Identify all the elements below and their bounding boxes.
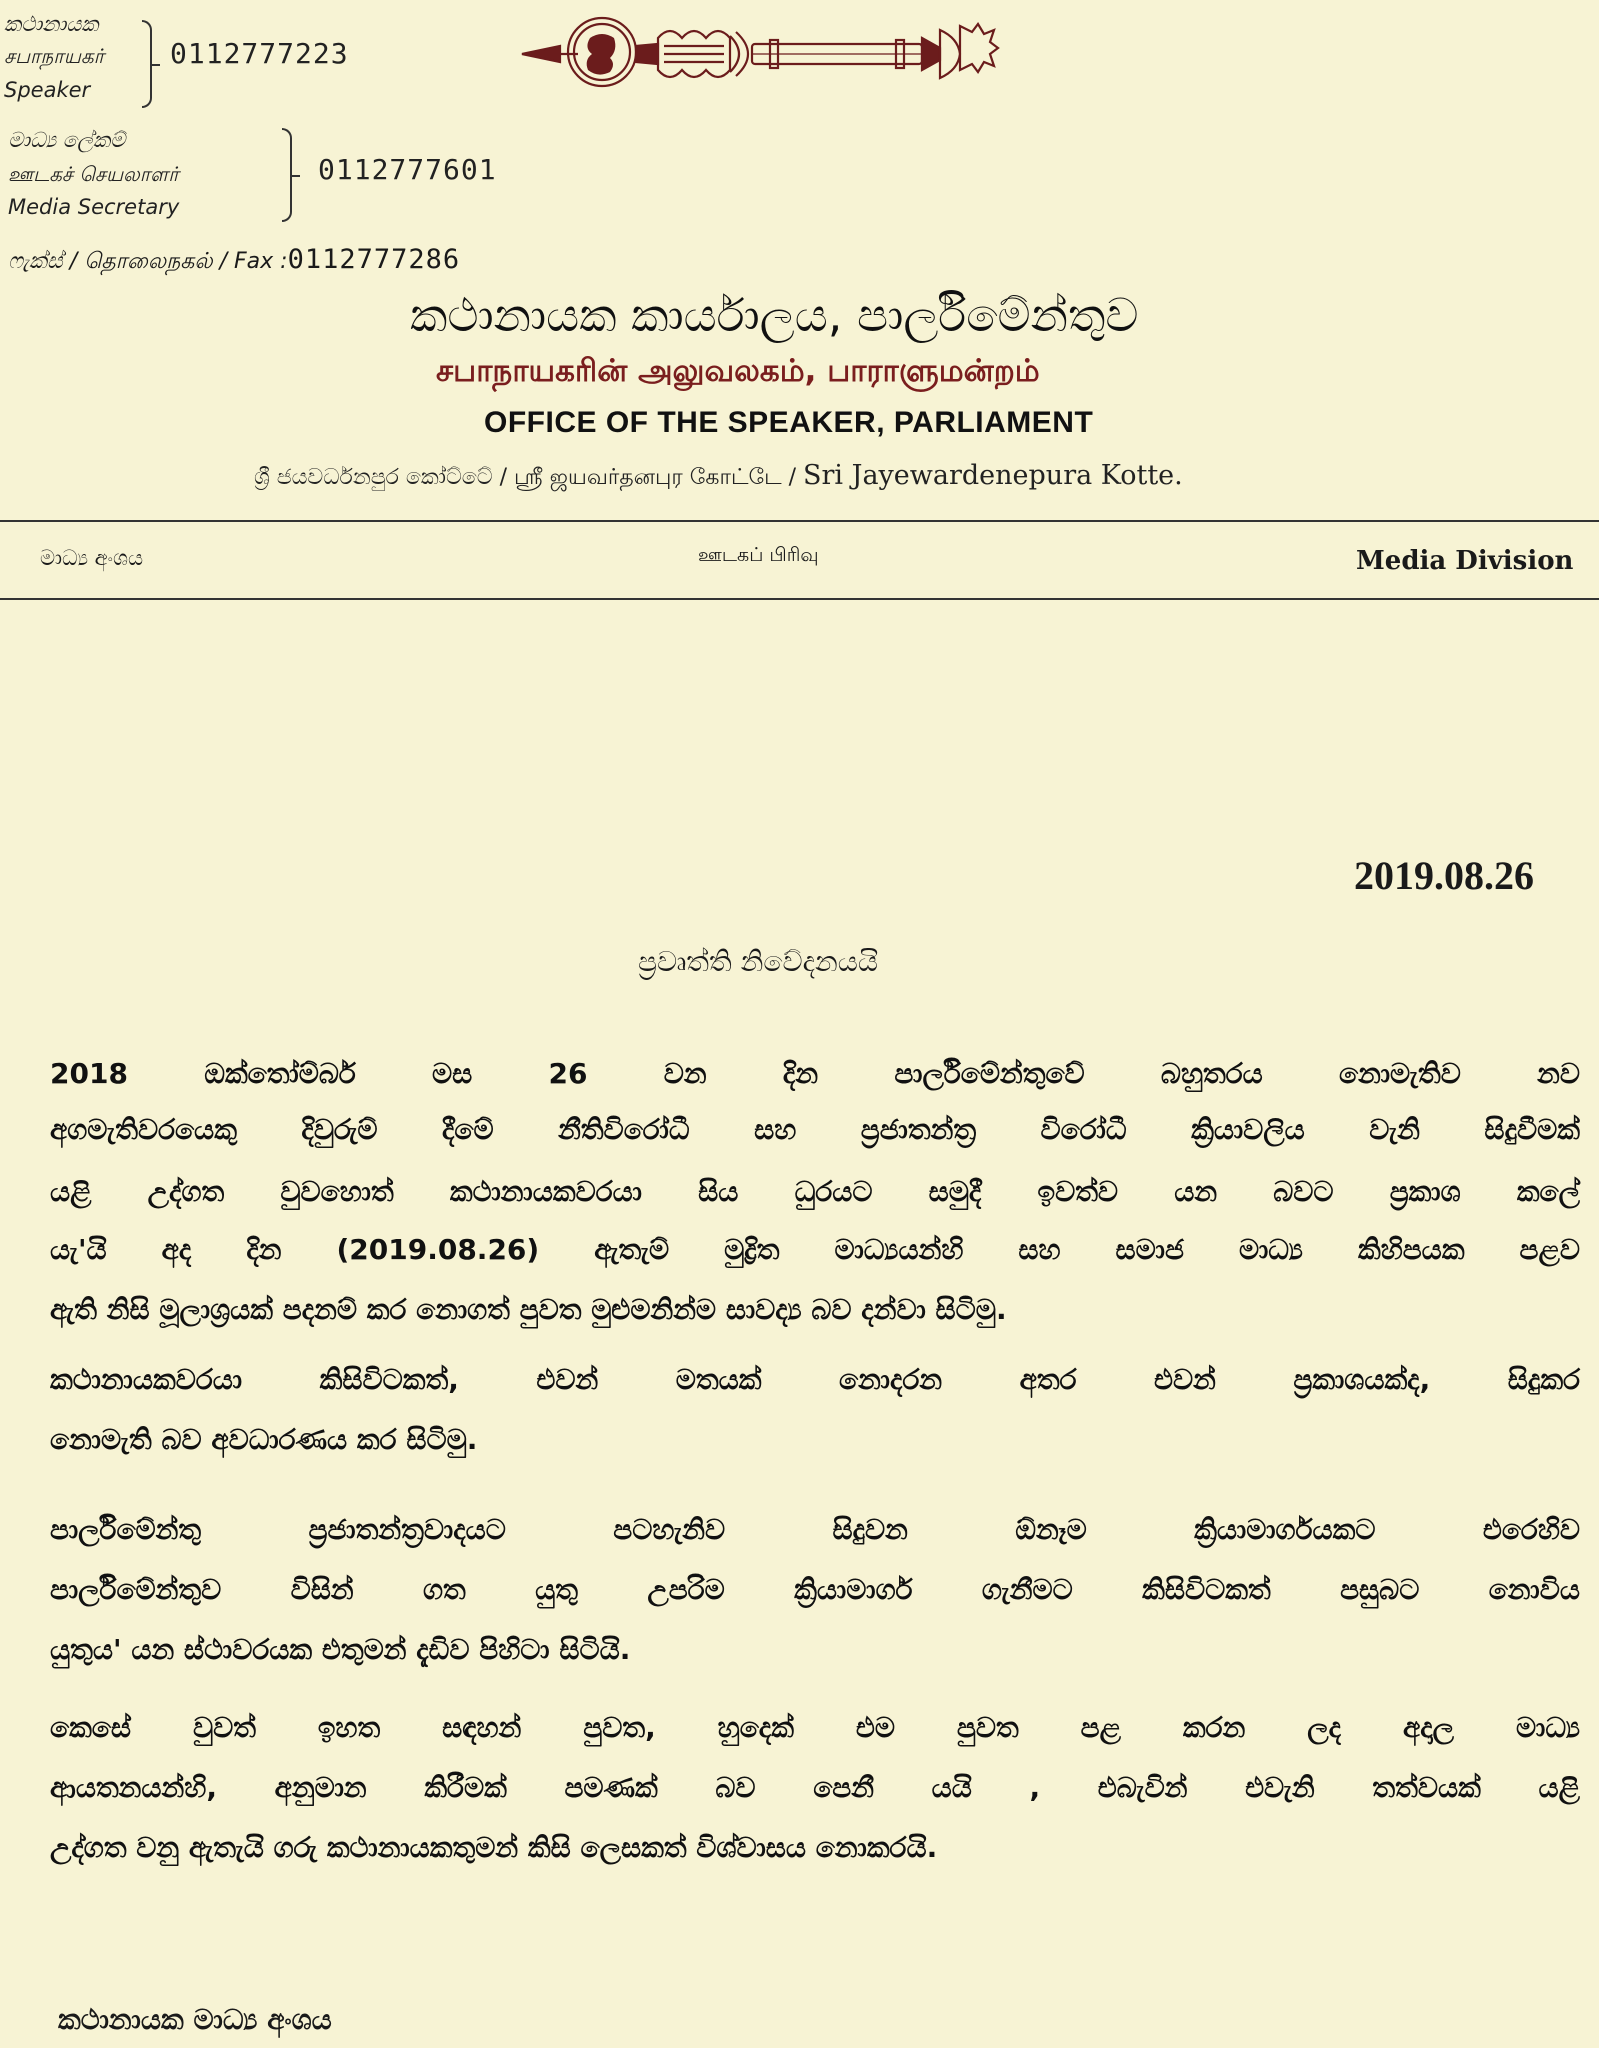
paragraph-1-line-5: ඇති නිසි මූලාශ්‍රයක් පදනම් කර නොගත් පුවත මුළුමනින්ම සාවද්‍ය බව දන්වා සිටිමු. <box>50 1293 1007 1326</box>
fax-number: 0112777286 <box>287 244 461 275</box>
speaker-brace <box>142 20 152 108</box>
paragraph-2-line-2: නොමැති බව අවධාරණය කර සිටිමු. <box>50 1423 478 1456</box>
paragraph-4-line-2: ආයතනයන්හි, අනුමාන කිරීමක් පමණක් බව පෙනී යයි , එබැවින් එවැනි තත්වයක් යළි <box>50 1771 1580 1804</box>
fax-label: ෆැක්ස් / தொலைநகல் / Fax : <box>8 249 288 274</box>
letter-signoff: කථානායක මාධ්‍ය අංශය <box>58 2003 332 2036</box>
speaker-label-en: Speaker <box>4 78 91 102</box>
fax-line <box>8 246 460 273</box>
address-sinhala: ශ්‍රී ජයවර්ධනපුර කෝට්ටේ <box>254 465 493 490</box>
header-rule-bottom <box>0 598 1599 600</box>
media-secretary-label-si: මාධ්‍ය ලේකම් <box>8 128 126 152</box>
paragraph-4-line-3: උද්ගත වනු ඇතැයි ගරු කථානායකතුමන් කිසි ලෙසකත් විශ්වාසය නොකරයි. <box>50 1831 938 1864</box>
division-label-english: Media Division <box>1356 546 1574 576</box>
letter-date: 2019.08.26 <box>1354 853 1534 898</box>
paragraph-4-line-1: කෙසේ වුවත් ඉහත සඳහන් පුවත, හුදෙක් එම පුවත පළ කරන ලද අදාල මාධ්‍ය <box>50 1711 1580 1744</box>
speaker-phone: 0112777223 <box>170 37 349 70</box>
office-address: ශ්‍රී ජයවර්ධනපුර කෝට්ටේ / ஸ்ரீ ஜயவர்தனபுர கோட்டே / Sri Jayewardenepura Kotte. <box>254 460 1183 491</box>
office-title-tamil: சபாநாயகரின் அலுவலகம், பாராளுமன்றம் <box>436 353 1040 389</box>
office-title-sinhala: කථානායක කාර්යාලය, පාර්ලිමේන්තුව <box>410 288 1139 342</box>
address-english: Sri Jayewardenepura Kotte. <box>803 460 1183 491</box>
office-title-english: OFFICE OF THE SPEAKER, PARLIAMENT <box>484 406 1094 439</box>
mace-emblem-icon <box>520 8 1000 100</box>
division-label-tamil: ஊடகப் பிரிவு <box>698 544 819 566</box>
paragraph-3-line-3: යුතුය' යන ස්ථාවරයක එතුමන් දැඩිව පිහිටා සිටියි. <box>50 1633 631 1666</box>
media-secretary-brace <box>282 128 292 222</box>
media-secretary-label-ta: ஊடகச் செயலாளர் <box>8 162 179 186</box>
paragraph-3-line-1: පාර්ලිමේන්තු ප්‍රජාතන්ත්‍රවාදයට පටහැනිව සිදුවන ඕනෑම ක්‍රියාමාර්ගයකට එරෙහිව <box>50 1513 1580 1546</box>
paragraph-1-line-3: යළි උද්ගත වුවහොත් කථානායකවරයා සිය ධුරයට සමුදී ඉවත්ව යන බවට ප්‍රකාශ කලේ <box>50 1175 1580 1208</box>
speaker-label-si: කථානායක <box>4 12 99 36</box>
division-label-sinhala: මාධ්‍ය අංශය <box>40 546 144 570</box>
paragraph-3-line-2: පාර්ලිමේන්තුව විසින් ගත යුතු උපරිම ක්‍රියාමාර්ග ගැනීමට කිසිවිටකත් පසුබට නොවිය <box>50 1573 1580 1606</box>
media-secretary-label-en: Media Secretary <box>8 195 180 219</box>
letter-heading: ප්‍රවෘත්ති නිවේදනයයි <box>638 945 879 978</box>
paragraph-1-line-2: අගමැතිවරයෙකු දිවුරුම් දීමේ නීතිවිරෝධී සහ ප්‍රජාතන්ත්‍ර විරෝධී ක්‍රියාවලිය වැනි සිදුවීමක් <box>50 1113 1580 1146</box>
speaker-label-ta: சபாநாயகர் <box>4 44 105 68</box>
paragraph-1-line-1: 2018 ඔක්තෝම්බර් මස 26 වන දින පාර්ලිමේන්තුවේ බහුතරය නොමැතිව නව <box>50 1057 1580 1090</box>
media-secretary-phone: 0112777601 <box>318 153 497 186</box>
paragraph-1-line-4: යැ'යි අද දින (2019.08.26) ඇතැම් මුද්‍රිත මාධ්‍යයන්හි සහ සමාජ මාධ්‍ය කිහිපයක පළව <box>50 1233 1580 1266</box>
header-rule-top <box>0 520 1599 522</box>
paragraph-2-line-1: කථානායකවරයා කිසිවිටකත්, එවන් මතයක් නොදරන අතර එවන් ප්‍රකාශයක්ද, සිදුකර <box>50 1363 1580 1396</box>
address-tamil: ஸ்ரீ ஜயவர்தனபுர கோட்டே <box>514 465 782 490</box>
